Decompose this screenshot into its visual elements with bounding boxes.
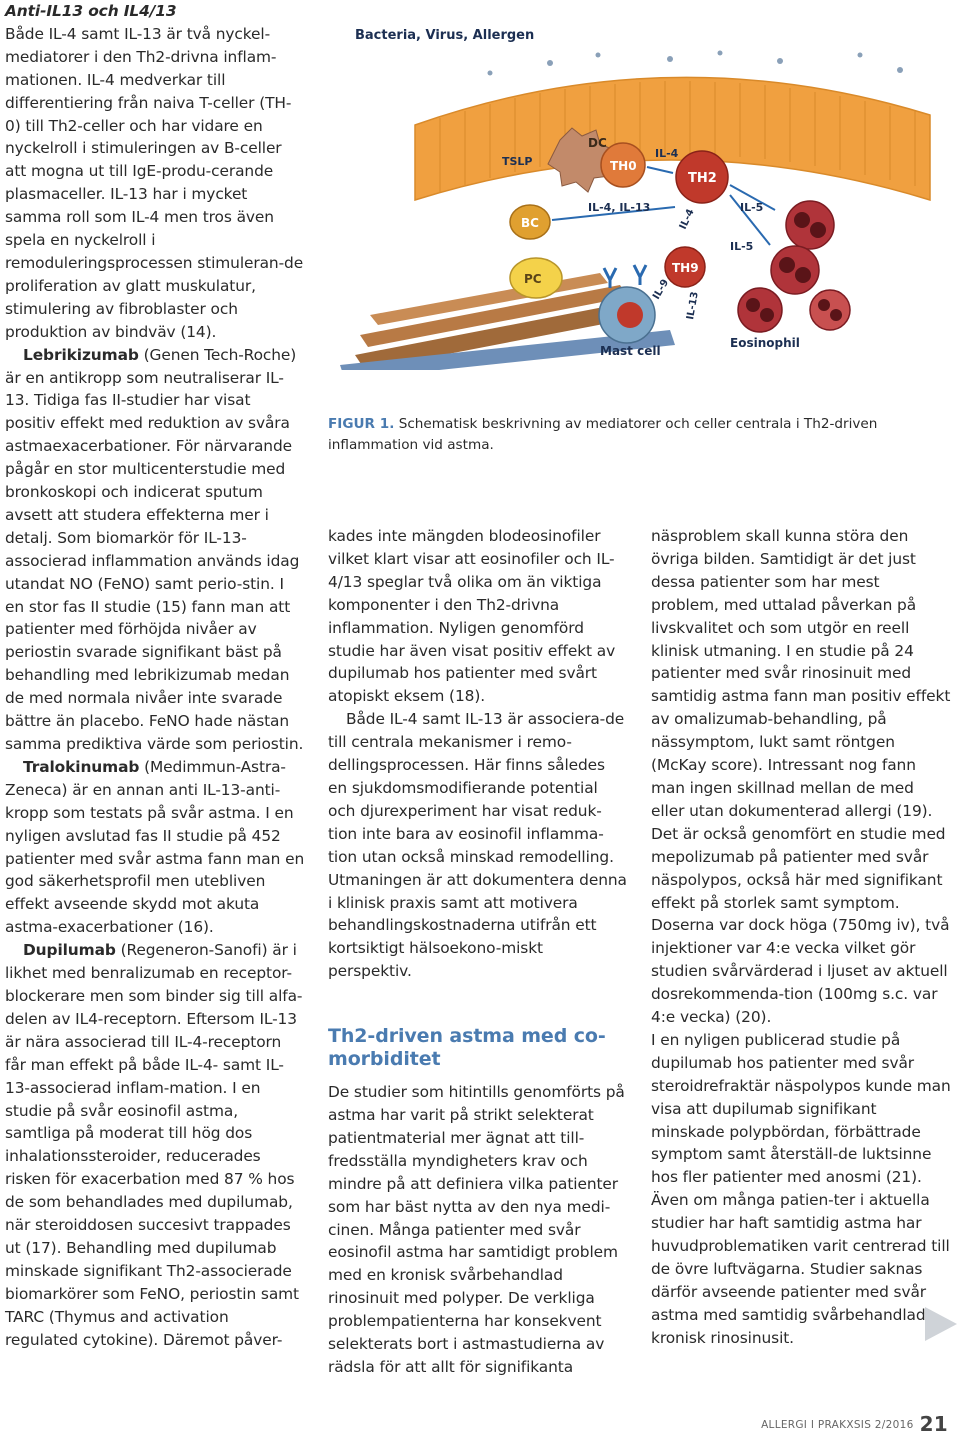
caption-label: FIGUR 1. xyxy=(328,416,395,432)
figure-caption xyxy=(328,414,928,456)
il4-arrow xyxy=(647,167,673,173)
il5-label-bottom: IL-5 xyxy=(730,240,754,253)
page-number: 21 xyxy=(919,1412,948,1436)
th2-inflammation-diagram xyxy=(340,15,945,370)
th2-label: TH2 xyxy=(688,171,717,186)
journal-name: ALLERGI I PRAKXSIS 2/2016 xyxy=(761,1419,914,1431)
il5-label-top: IL-5 xyxy=(740,201,764,214)
paragraph: I en nyligen publicerad studie på dupilumab hos patienter med svår steroidrefraktär näspolypos kunde man visa att dupilumab signifikant minskade polypbördan, förbättrade symptom samt återställ-de luktsinne hos fler patienter med anosmi (21). Även om många patien-ter i aktuella studier har haft samtidig astma har huvudproblematiken varit centrerad till de övre luftvägarna. Studier saknas därför avseende patienter med svår astma med samtidig svårbehandlad kronisk rinosinusit. xyxy=(651,1030,951,1347)
continue-arrow-icon xyxy=(925,1307,957,1341)
epithelium-layer xyxy=(415,77,930,200)
page-footer xyxy=(761,1412,948,1436)
ige-antibodies xyxy=(604,265,646,288)
il4b-label: IL-4 xyxy=(677,207,697,232)
section-subheading: Anti-IL13 och IL4/13 xyxy=(5,2,177,20)
paragraph: kades inte mängden blodeosinofiler vilket klart visar att eosinofiler och IL-4/13 speglar två olika om än viktiga komponenter i den Th2-drivna inflammation. Nyligen genomförd studie har även visat positiv effekt av dupilumab hos patienter med svårt atopiskt eksem (18). xyxy=(328,527,616,706)
allergen-particles xyxy=(488,51,904,76)
dc-label: DC xyxy=(588,136,607,150)
paragraph xyxy=(5,23,305,344)
il9-label: IL-9 xyxy=(651,277,672,302)
pc-label: PC xyxy=(524,272,542,286)
paragraph-text: (Regeneron-Sanofi) är i likhet med benralizumab en receptor-blockerare men som binder sig till alfa-delen av IL4-receptorn. Eftersom IL-13 är nära associerad till IL-4-receptorn får man effekt på både IL-4- samt IL-13-associerad inflam-mation. I en studie på svår eosinofil astma, samtliga på moderat till hög dos inhalationssteroider, reducerades risken för exacerbation med 87 % hos de som behandlades med dupilumab, när steroiddosen succesivt trappades ut (17). Behandling med dupilumab minskade signifikant Th2-associerade biomarkörer som FeNO, periostin samt TARC (Thymus and activation regulated cytokine). Däremot påver- xyxy=(5,941,303,1349)
paragraph: Både IL-4 samt IL-13 är associera-de till centrala mekanismer i remo-dellingsprocessen. Här finns således en sjukdomsmodifierande potential och djurexperiment har visat reduk-tion inte bara av eosinofil inflamma-tion utan också minskad remodelling. Utmaningen är att dokumentera denna i klinisk praxis samt att motivera behandlingskostnaderna utifrån ett kortsiktigt hälsoekono-miskt perspektiv. xyxy=(328,710,627,981)
paragraph: näsproblem skall kunna störa den övriga bilden. Samtidigt är det just dessa patienter som har mest problem, med uttalad påverkan på livskvalitet och som utgör en reell klinisk utmaning. I en studie på 24 patienter med svår rinosinuit med samtidig astma fann man positiv effekt av omalizumab-behandling, på nässymptom, lukt samt röntgen (McKay score). Intressant nog fann man ingen skillnad mellan de med eller utan dokumenterad allergi (19). Det är också genomfört en studie med mepolizumab på patienter med svår näspolypos, också här med signifikant effekt på storlek samt symptom. Doserna var dock höga (750mg iv), två injektioner var 4:e vecka vilket gör studien svårvärderad i ljuset av aktuell dosrekommenda-tion (100mg s.c. var 4:e vecka) (20). xyxy=(651,527,951,1027)
eosinophils xyxy=(738,201,850,332)
paragraph xyxy=(5,939,305,1351)
figure-illustration xyxy=(340,15,945,370)
paragraph-text: (Medimmun-Astra-Zeneca) är en annan anti IL-13-anti-kropp som testats på svår astma. I en nyligen avslutad fas II studie på 452 patienter med svår astma fann man en god säkerhetsprofil men utebliven effekt avseende skydd mot akuta astma-exacerbationer (16). xyxy=(5,757,305,937)
drug-name: Tralokinumab xyxy=(23,757,140,776)
caption-text: Schematisk beskrivning av mediatorer och celler centrala i Th2-driven inflammation vid astma. xyxy=(328,416,878,453)
paragraph xyxy=(5,756,305,939)
drug-name: Dupilumab xyxy=(23,941,116,960)
il13-label: IL-13 xyxy=(685,290,701,321)
paragraph: De studier som hitintills genomförts på astma har varit på strikt selekterat patientmaterial mer ägnat att till-fredsställa myndigheters krav och mindre på att definiera vilka patienter som har bäst nytta av den nya medi-cinen. Många patienter med svår eosinofil astma har samtidigt problem med en kronisk svårbehandlad rinosinuit med polyper. De verkliga problempatienterna har konsekvent selekterats bort i astmastudierna av rädsla för att allt för signifikanta xyxy=(328,1083,625,1376)
figure-title: Bacteria, Virus, Allergen xyxy=(355,28,535,43)
column-middle xyxy=(328,525,628,1379)
column-right xyxy=(651,525,951,1350)
column-left xyxy=(5,0,305,1351)
drug-name: Lebrikizumab xyxy=(23,345,139,364)
paragraph-text: Både IL-4 samt IL-13 är två nyckel-mediatorer i den Th2-drivna inflam-mationen. IL-4 medverkar till differentiering från naiva T-celler (TH-0) till Th2-celler och har vidare en nyckelroll i stimuleringen av B-celler att mogna ut till IgE-produ-cerande plasmaceller. IL-13 har i mycket samma roll som IL-4 men tros även spela en nyckelroll i remoduleringsprocessen stimuleran-de proliferation av glatt muskulatur, stimulering av fibroblaster och produktion av bindväv (14). xyxy=(5,24,304,341)
section-heading: Th2-driven astma med co-morbiditet xyxy=(328,1025,606,1071)
eosinophil-label: Eosinophil xyxy=(730,336,800,350)
mast-cell-nucleus xyxy=(617,302,643,328)
il4-il13-label: IL-4, IL-13 xyxy=(588,201,651,214)
paragraph xyxy=(5,344,305,756)
th0-label: TH0 xyxy=(610,159,637,173)
il4-label: IL-4 xyxy=(655,147,679,160)
bc-label: BC xyxy=(521,216,539,230)
mast-cell-label: Mast cell xyxy=(600,344,661,358)
th9-label: TH9 xyxy=(672,261,699,275)
paragraph-text: (Genen Tech-Roche) är en antikropp som neutraliserar IL-13. Tidiga fas II-studier har visat positiv effekt med reduktion av svåra astmaexacerbationer. För närvarande pågår en stor multicenterstudie med bronkoskopi och indicerat sputum avsett att studera effekterna mer i detalj. Som biomarkör för IL-13-associerad inflammation används idag utandat NO (FeNO) samt perio-stin. I en stor fas II studie (15) fann man att patienter med förhöjda nivåer av periostin svarade signifikant bäst på behandling med lebrikizumab medan de med normala nivåer inte svarade bättre än placebo. FeNO hade nästan samma prediktiva värde som periostin. xyxy=(5,345,304,753)
tslp-label: TSLP xyxy=(502,155,533,168)
